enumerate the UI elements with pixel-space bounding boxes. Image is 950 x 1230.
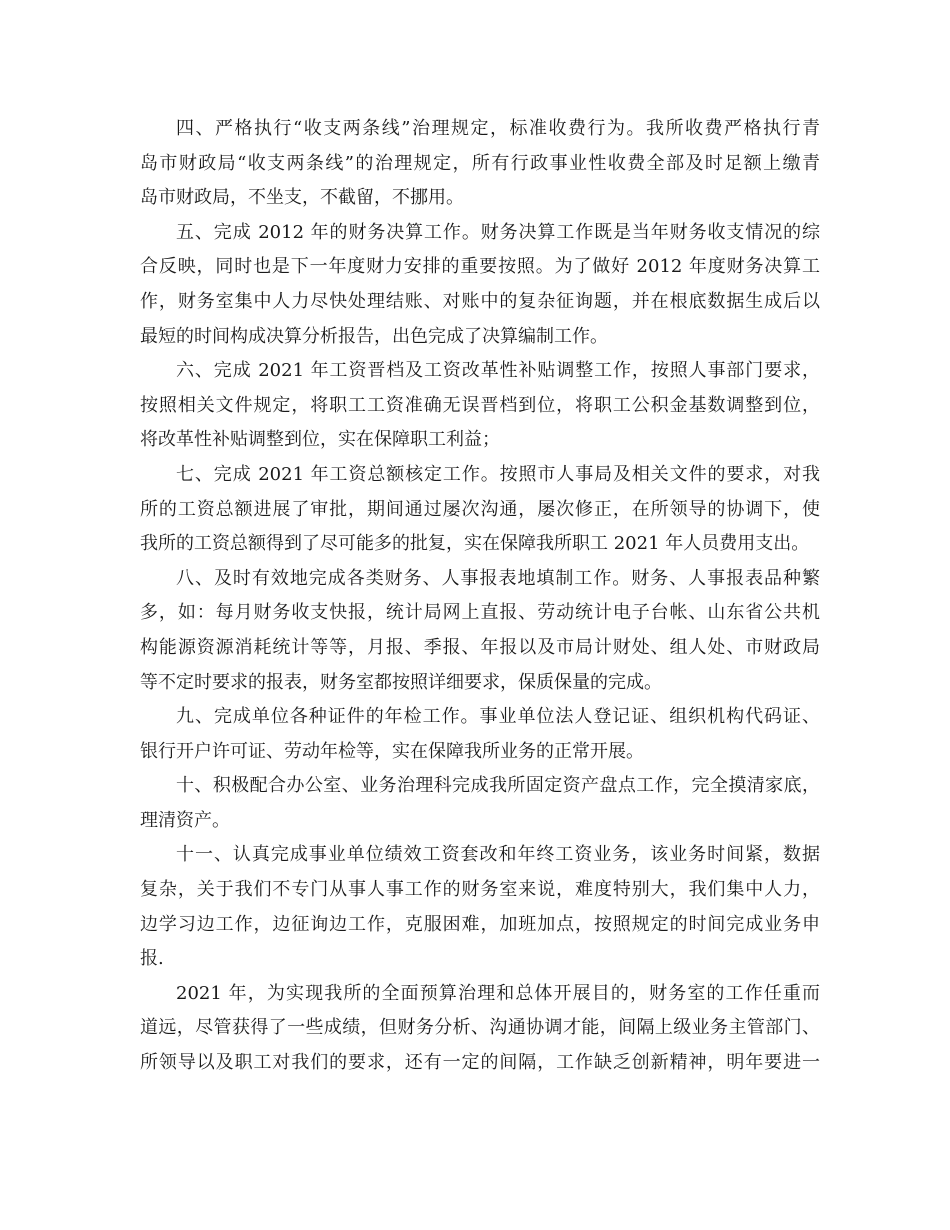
paragraph-line: 复杂，关于我们不专门从事人事工作的财务室来说，难度特别大，我们集中人力， <box>140 879 820 901</box>
paragraph-line: 七、完成 2021 年工资总额核定工作。按照市人事局及相关文件的要求，对我 <box>176 463 820 485</box>
paragraph-line: 银行开户许可证、劳动年检等，实在保障我所业务的正常开展。 <box>140 740 644 762</box>
paragraph-line: 八、及时有效地完成各类财务、人事报表地填制工作。财务、人事报表品种繁 <box>176 567 820 589</box>
paragraph-line: 六、完成 2021 年工资晋档及工资改革性补贴调整工作，按照人事部门要求， <box>176 360 820 382</box>
paragraph-line: 岛市财政局“收支两条线”的治理规定，所有行政事业性收费全部及时足额上缴青 <box>140 152 820 174</box>
paragraph-line: 岛市财政局，不坐支，不截留，不挪用。 <box>140 187 464 209</box>
paragraph-line: 十一、认真完成事业单位绩效工资套改和年终工资业务，该业务时间紧，数据 <box>176 844 820 866</box>
paragraph-line: 所领导以及职工对我们的要求，还有一定的间隔，工作缺乏创新精神，明年要进一 <box>140 1052 820 1074</box>
paragraph-7 <box>140 458 820 562</box>
paragraph-9 <box>140 700 820 769</box>
paragraph-line: 理清资产。 <box>140 809 230 831</box>
paragraph-line: 作，财务室集中人力尽快处理结账、对账中的复杂征询题，并在根底数据生成后以 <box>140 290 820 312</box>
paragraph-line: 五、完成 2012 年的财务决算工作。财务决算工作既是当年财务收支情况的综 <box>176 221 820 243</box>
paragraph-line: 九、完成单位各种证件的年检工作。事业单位法人登记证、组织机构代码证、 <box>176 706 820 728</box>
paragraph-line: 按照相关文件规定，将职工工资准确无误晋档到位，将职工公积金基数调整到位， <box>140 394 820 416</box>
paragraph-4 <box>140 112 820 216</box>
paragraph-line: 最短的时间构成决算分析报告，出色完成了决算编制工作。 <box>140 325 608 347</box>
paragraph-6 <box>140 354 820 458</box>
paragraph-summary <box>140 977 820 1081</box>
paragraph-line: 四、严格执行“收支两条线”治理规定，标准收费行为。我所收费严格执行青 <box>176 118 820 139</box>
paragraph-line: 等不定时要求的报表，财务室都按照详细要求，保质保量的完成。 <box>140 671 662 693</box>
paragraph-line: 多，如：每月财务收支快报，统计局网上直报、劳动统计电子台帐、山东省公共机 <box>140 602 820 624</box>
paragraph-line: 边学习边工作，边征询边工作，克服困难，加班加点，按照规定的时间完成业务申 <box>140 913 820 935</box>
paragraph-8 <box>140 562 820 700</box>
paragraph-line: 构能源资源消耗统计等等，月报、季报、年报以及市局计财处、组人处、市财政局 <box>140 636 820 658</box>
paragraph-line: 道远，尽管获得了一些成绩，但财务分析、沟通协调才能，间隔上级业务主管部门、 <box>140 1017 820 1039</box>
paragraph-line: 报. <box>140 948 164 970</box>
paragraph-line: 十、积极配合办公室、业务治理科完成我所固定资产盘点工作，完全摸清家底， <box>176 775 820 797</box>
document-body <box>140 112 820 1081</box>
paragraph-5 <box>140 216 820 354</box>
paragraph-line: 2021 年，为实现我所的全面预算治理和总体开展目的，财务室的工作任重而 <box>176 982 820 1004</box>
paragraph-10 <box>140 769 820 838</box>
paragraph-line: 我所的工资总额得到了尽可能多的批复，实在保障我所职工 2021 年人员费用支出。 <box>140 533 810 555</box>
paragraph-line: 合反映，同时也是下一年度财力安排的重要按照。为了做好 2012 年度财务决算工 <box>140 256 820 278</box>
paragraph-11 <box>140 838 820 976</box>
paragraph-line: 将改革性补贴调整到位，实在保障职工利益； <box>140 429 500 451</box>
paragraph-line: 所的工资总额进展了审批，期间通过屡次沟通，屡次修正，在所领导的协调下，使 <box>140 498 820 520</box>
